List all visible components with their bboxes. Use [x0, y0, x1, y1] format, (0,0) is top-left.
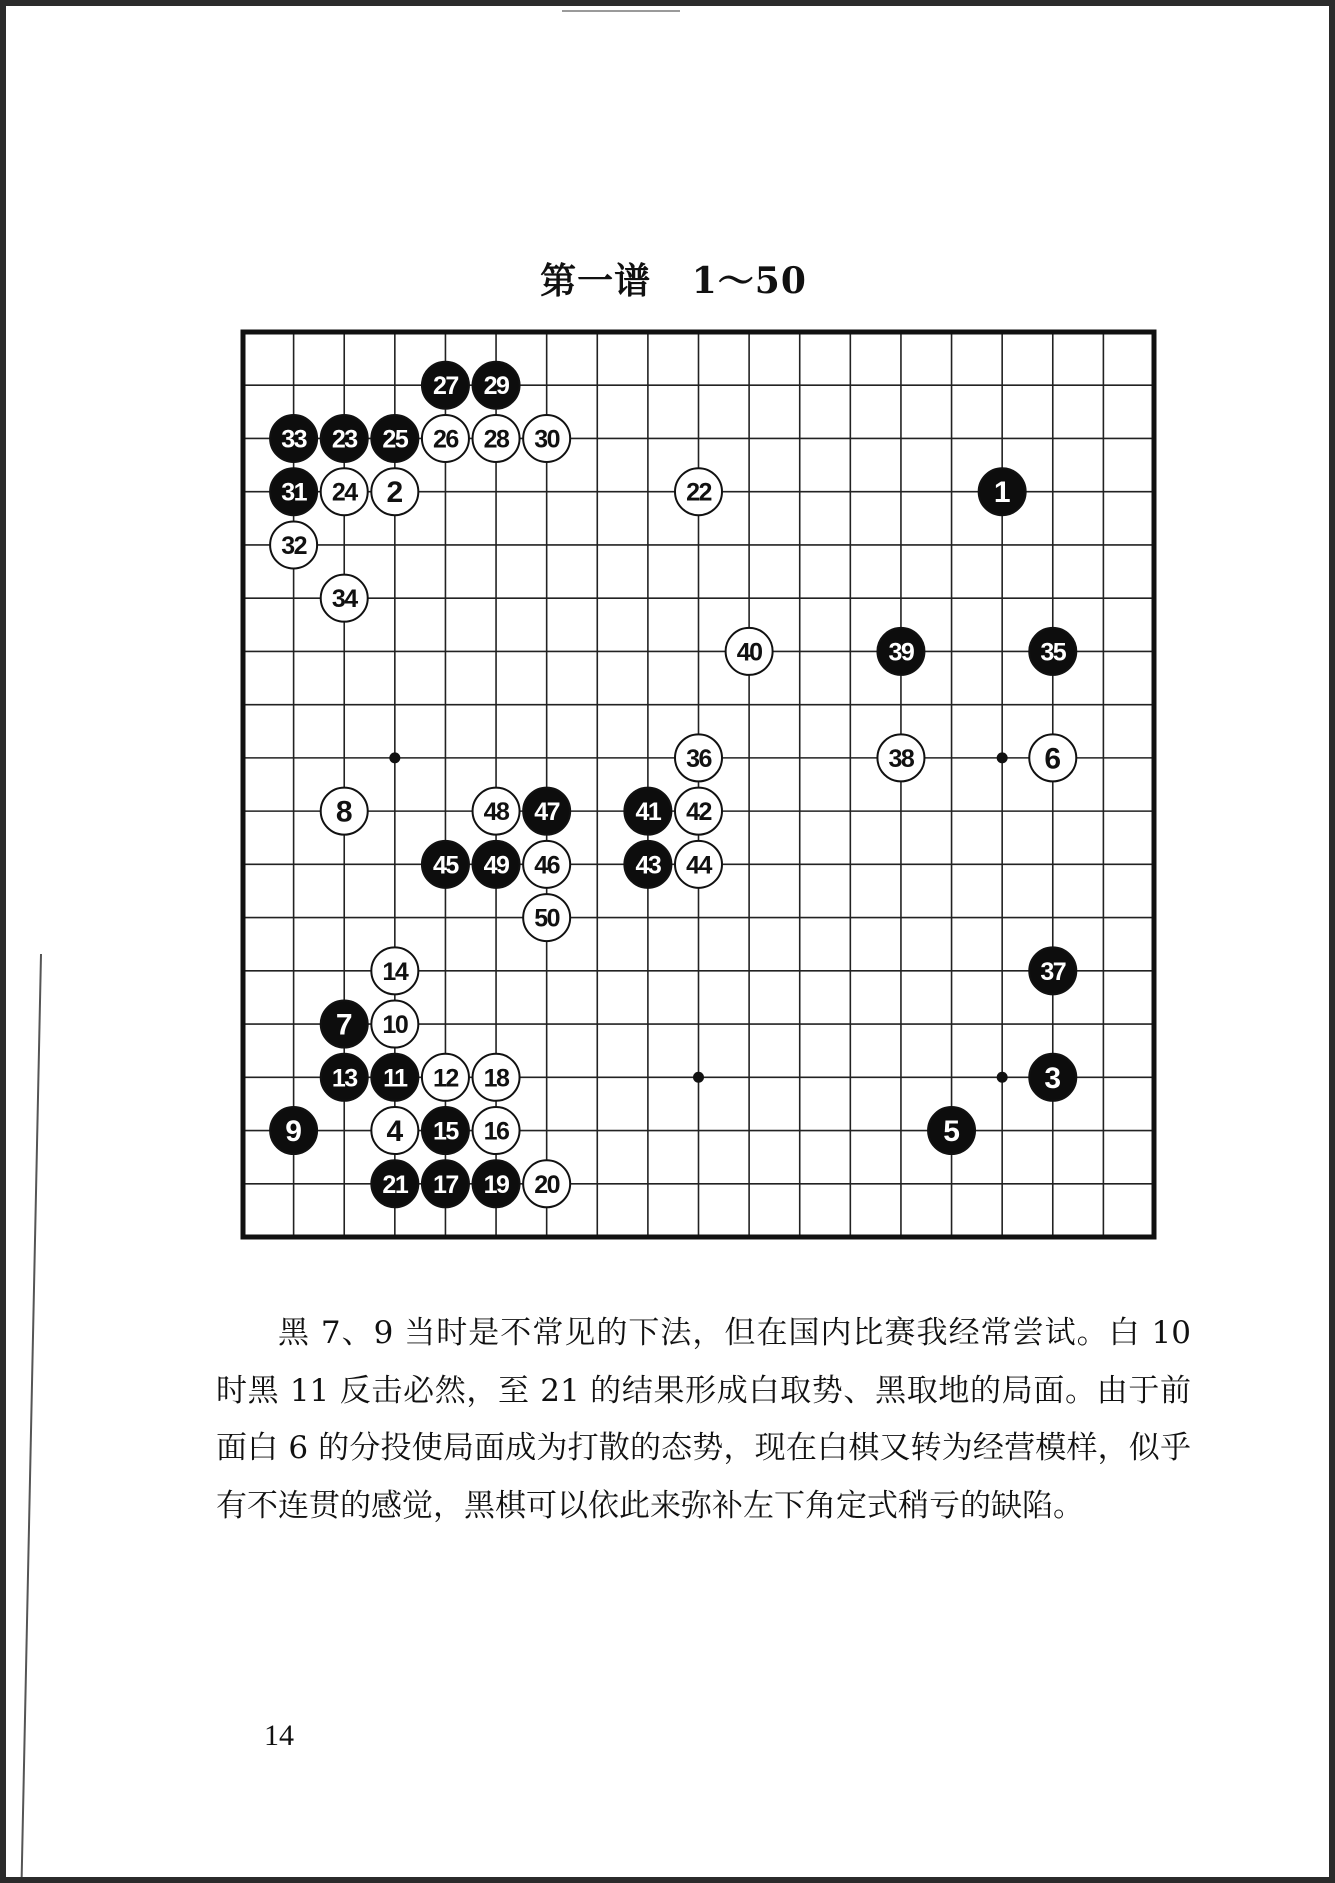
stone-white-18: [473, 1054, 520, 1101]
stone-black-35: [1029, 628, 1076, 675]
move-number-label: 36: [686, 744, 711, 773]
stone-white-22: [675, 468, 722, 515]
stone-black-11: [371, 1054, 418, 1101]
stone-white-4: [371, 1107, 418, 1154]
stone-white-36: [675, 734, 722, 781]
stone-black-25: [371, 415, 418, 462]
move-number-label: 38: [888, 744, 914, 773]
move-number-label: 41: [635, 798, 661, 827]
move-number-label: 27: [433, 372, 458, 401]
stone-white-50: [523, 894, 570, 941]
move-number-label: 47: [534, 798, 560, 827]
move-number-label: 10: [382, 1011, 408, 1040]
move-number-label: 30: [534, 425, 560, 454]
stone-white-30: [523, 415, 570, 462]
stone-white-24: [321, 468, 368, 515]
move-number-label: 32: [281, 531, 307, 560]
go-board-diagram: [240, 329, 1157, 1240]
stone-black-5: [928, 1107, 975, 1154]
move-number-label: 15: [433, 1117, 458, 1146]
move-number-label: 46: [534, 851, 560, 880]
move-number-label: 5: [943, 1115, 960, 1149]
stone-white-2: [371, 468, 418, 515]
stone-white-40: [726, 628, 773, 675]
stone-black-45: [422, 841, 469, 888]
stone-white-42: [675, 788, 722, 835]
move-number-label: 49: [483, 851, 509, 880]
stone-black-49: [473, 841, 520, 888]
stone-black-33: [270, 415, 317, 462]
move-number-label: 44: [686, 851, 711, 880]
stone-black-21: [371, 1160, 418, 1207]
move-number-label: 20: [534, 1170, 560, 1199]
stone-white-20: [523, 1160, 570, 1207]
stone-white-32: [270, 521, 317, 568]
move-number-label: 28: [483, 425, 509, 454]
stone-white-12: [422, 1054, 469, 1101]
stone-white-8: [321, 788, 368, 835]
move-number-label: 35: [1040, 638, 1066, 667]
stone-black-39: [877, 628, 924, 675]
hoshi-point: [997, 1072, 1008, 1083]
move-number-label: 40: [736, 638, 762, 667]
move-number-label: 8: [335, 795, 353, 829]
move-number-label: 33: [281, 425, 307, 454]
move-number-label: 17: [433, 1170, 458, 1199]
stone-white-14: [371, 947, 418, 994]
stone-black-27: [422, 362, 469, 409]
stone-white-6: [1029, 734, 1076, 781]
move-number-label: 9: [285, 1115, 302, 1149]
hoshi-point: [389, 752, 400, 763]
stone-black-29: [473, 362, 520, 409]
stone-white-26: [422, 415, 469, 462]
move-number-label: 21: [382, 1170, 408, 1199]
move-number-label: 34: [331, 585, 357, 614]
move-number-label: 13: [331, 1064, 357, 1093]
stone-black-47: [523, 788, 570, 835]
move-number-label: 29: [483, 372, 509, 401]
stone-black-41: [624, 788, 671, 835]
move-number-label: 2: [386, 476, 404, 510]
move-number-label: 14: [382, 957, 408, 986]
diagram-title: 第一谱 1～50: [540, 260, 807, 302]
stone-white-48: [473, 788, 520, 835]
stone-white-46: [523, 841, 570, 888]
stone-black-15: [422, 1107, 469, 1154]
move-number-label: 24: [331, 478, 357, 507]
commentary-paragraph: 黑 7、9 当时是不常见的下法，但在国内比赛我经常尝试。白 10 时黑 11 反击必然，至 21 的结果形成白取势、黑取地的局面。由于前面白 6 的分投使局面成为打散的态势，现在白棋又转为经营模样，似乎有不连贯的感觉，黑棋可以依此来弥补左下角定式稍亏的缺陷。: [216, 1315, 1191, 1524]
stone-white-10: [371, 1001, 418, 1048]
move-number-label: 39: [888, 638, 914, 667]
move-number-label: 26: [433, 425, 458, 454]
page-number: 14: [264, 1719, 294, 1752]
move-number-label: 12: [433, 1064, 458, 1093]
stone-white-44: [675, 841, 722, 888]
move-number-label: 50: [534, 904, 560, 933]
stone-white-34: [321, 575, 368, 622]
move-number-label: 31: [281, 478, 307, 507]
stone-black-9: [270, 1107, 317, 1154]
move-number-label: 4: [386, 1115, 404, 1149]
move-number-label: 3: [1044, 1061, 1062, 1095]
stone-black-3: [1029, 1054, 1076, 1101]
move-number-label: 43: [635, 851, 661, 880]
stone-white-28: [473, 415, 520, 462]
move-number-label: 45: [433, 851, 458, 880]
stone-black-1: [979, 468, 1026, 515]
scan-edge-mark: [562, 10, 680, 12]
move-number-label: 48: [483, 798, 509, 827]
move-number-label: 7: [335, 1008, 353, 1042]
move-number-label: 23: [331, 425, 357, 454]
move-number-label: 37: [1040, 957, 1066, 986]
move-number-label: 22: [686, 478, 711, 507]
move-number-label: 25: [382, 425, 408, 454]
stone-black-7: [321, 1001, 368, 1048]
move-number-label: 42: [686, 798, 711, 827]
move-number-label: 6: [1044, 742, 1062, 776]
stone-black-19: [473, 1160, 520, 1207]
stone-black-43: [624, 841, 671, 888]
stone-white-16: [473, 1107, 520, 1154]
stone-black-23: [321, 415, 368, 462]
hoshi-point: [997, 752, 1008, 763]
move-number-label: 16: [483, 1117, 509, 1146]
stone-white-38: [877, 734, 924, 781]
binding-margin-line: [20, 954, 42, 1883]
move-number-label: 18: [483, 1064, 509, 1093]
hoshi-point: [693, 1072, 704, 1083]
move-number-label: 1: [993, 476, 1011, 510]
stone-black-17: [422, 1160, 469, 1207]
stone-black-31: [270, 468, 317, 515]
stone-black-13: [321, 1054, 368, 1101]
move-number-label: 19: [483, 1170, 509, 1199]
stone-black-37: [1029, 947, 1076, 994]
move-number-label: 11: [383, 1064, 407, 1093]
